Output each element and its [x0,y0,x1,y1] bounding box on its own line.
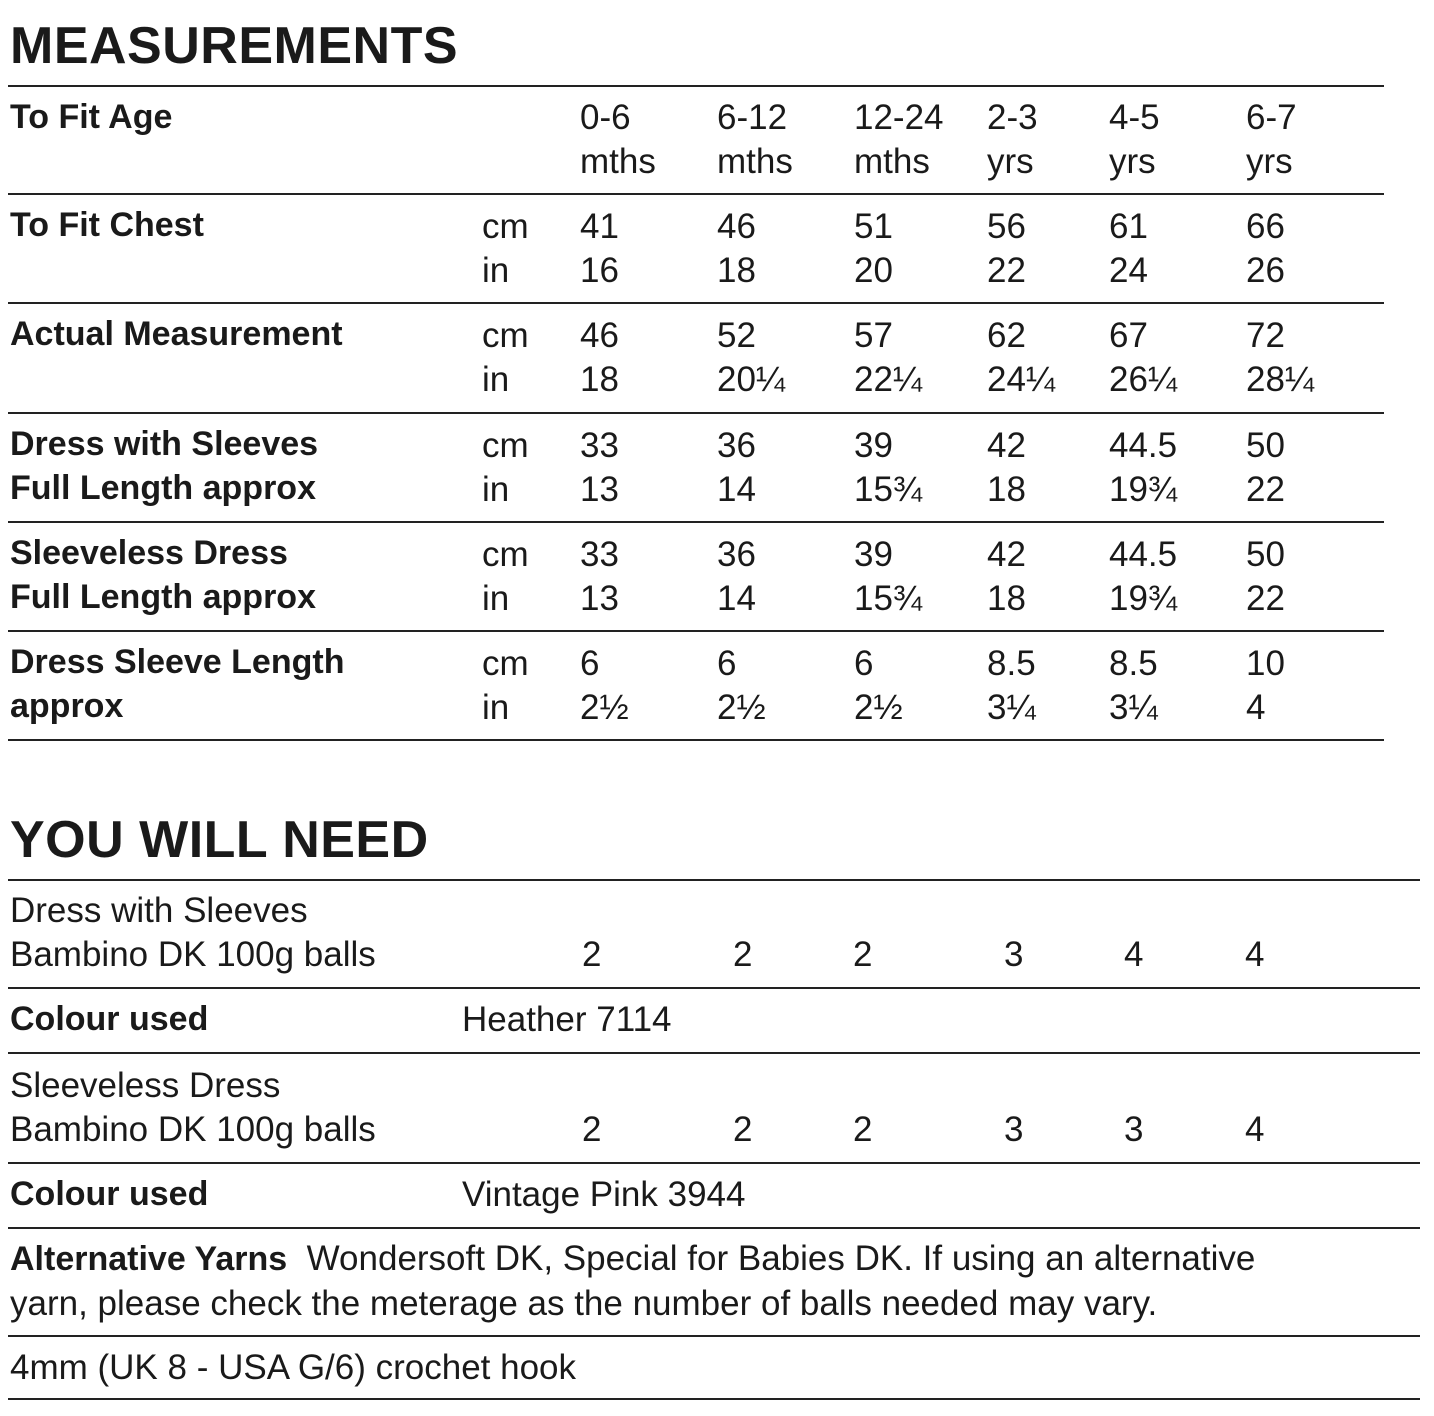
divider [8,1227,1420,1229]
age-col-6: 6-7 yrs [1246,98,1297,181]
sleeve-length-val-5: 8.5 3¼ [1109,644,1158,727]
age-col-2: 6-12 mths [717,98,793,181]
divider [8,879,1420,881]
divider [8,739,1384,741]
age-col-4: 2-3 yrs [987,98,1038,181]
sleeves-colour-value: Heather 7114 [462,1000,672,1039]
chest-val-6: 66 26 [1246,207,1285,290]
sleeves-balls-1: 2 [582,935,602,974]
chest-label: To Fit Chest [10,206,204,244]
sleeveless-balls-4: 3 [1004,1110,1024,1149]
sleeves-length-label: Dress with Sleeves Full Length approx [10,425,319,507]
sleeveless-balls-1: 2 [582,1110,602,1149]
sleeves-length-val-5: 44.5 19¾ [1109,426,1178,509]
sleeves-length-val-6: 50 22 [1246,426,1285,509]
sleeves-balls-4: 3 [1004,935,1024,974]
divider [8,630,1384,632]
actual-val-4: 62 24¼ [987,316,1056,399]
sleeves-balls-6: 4 [1245,935,1265,974]
sleeveless-balls-2: 2 [733,1110,753,1149]
chest-val-2: 46 18 [717,207,756,290]
sleeves-balls-3: 2 [853,935,873,974]
sleeves-length-val-1: 33 13 [580,426,619,509]
age-col-3: 12-24 mths [854,98,944,181]
sleeves-length-val-3: 39 15¾ [854,426,923,509]
sleeveless-length-units: cm in [482,535,529,618]
sleeveless-colour-label: Colour used [10,1175,209,1213]
sleeves-length-val-4: 42 18 [987,426,1026,509]
chest-val-3: 51 20 [854,207,893,290]
sleeves-length-units: cm in [482,426,529,509]
sleeves-yarn-label: Dress with Sleeves Bambino DK 100g balls [10,891,376,974]
sleeves-balls-5: 4 [1124,935,1144,974]
divider [8,1052,1420,1054]
divider [8,1162,1420,1164]
chest-val-5: 61 24 [1109,207,1148,290]
chest-val-4: 56 22 [987,207,1026,290]
sleeveless-balls-5: 3 [1124,1110,1144,1149]
sleeve-length-units: cm in [482,644,529,727]
alternative-yarns-line1 [10,1237,1255,1281]
crochet-hook: 4mm (UK 8 - USA G/6) crochet hook [10,1348,577,1387]
sleeves-length-val-2: 36 14 [717,426,756,509]
sleeve-length-val-1: 6 2½ [580,644,629,727]
sleeve-length-val-4: 8.5 3¼ [987,644,1036,727]
sleeve-length-val-3: 6 2½ [854,644,903,727]
sleeves-balls-2: 2 [733,935,753,974]
sleeves-colour-label: Colour used [10,1000,209,1038]
sleeveless-length-val-1: 33 13 [580,535,619,618]
sleeveless-balls-3: 2 [853,1110,873,1149]
sleeveless-length-val-6: 50 22 [1246,535,1285,618]
actual-val-6: 72 28¼ [1246,316,1315,399]
divider [8,1398,1420,1400]
alternative-yarns-text: Wondersoft DK, Special for Babies DK. If using an alternative [306,1239,1256,1278]
measurements-title: MEASUREMENTS [10,17,459,75]
sleeveless-length-val-2: 36 14 [717,535,756,618]
age-col-1: 0-6 mths [580,98,656,181]
chest-val-1: 41 16 [580,207,619,290]
divider [8,412,1384,414]
actual-val-3: 57 22¼ [854,316,923,399]
sleeveless-length-val-4: 42 18 [987,535,1026,618]
you-will-need-title: YOU WILL NEED [10,811,429,869]
actual-units: cm in [482,316,529,399]
sleeveless-balls-6: 4 [1245,1110,1265,1149]
divider [8,521,1384,523]
sleeveless-yarn-label: Sleeveless Dress Bambino DK 100g balls [10,1066,376,1149]
chest-units: cm in [482,207,529,290]
age-col-5: 4-5 yrs [1109,98,1160,181]
sleeveless-length-label: Sleeveless Dress Full Length approx [10,534,316,616]
sleeve-length-label: Dress Sleeve Length approx [10,643,345,725]
alternative-yarns-line2: yarn, please check the meterage as the number of balls needed may vary. [10,1284,1158,1323]
sleeveless-length-val-5: 44.5 19¾ [1109,535,1178,618]
sleeveless-length-val-3: 39 15¾ [854,535,923,618]
sleeveless-colour-value: Vintage Pink 3944 [462,1175,746,1214]
actual-val-2: 52 20¼ [717,316,786,399]
sleeve-length-val-6: 10 4 [1246,644,1285,727]
divider [8,1335,1420,1337]
alternative-yarns-label: Alternative Yarns [10,1240,288,1278]
sleeve-length-val-2: 6 2½ [717,644,766,727]
divider [8,85,1384,87]
actual-label: Actual Measurement [10,315,343,353]
actual-val-5: 67 26¼ [1109,316,1178,399]
actual-val-1: 46 18 [580,316,619,399]
divider [8,302,1384,304]
age-label: To Fit Age [10,98,173,136]
divider [8,193,1384,195]
divider [8,987,1420,989]
